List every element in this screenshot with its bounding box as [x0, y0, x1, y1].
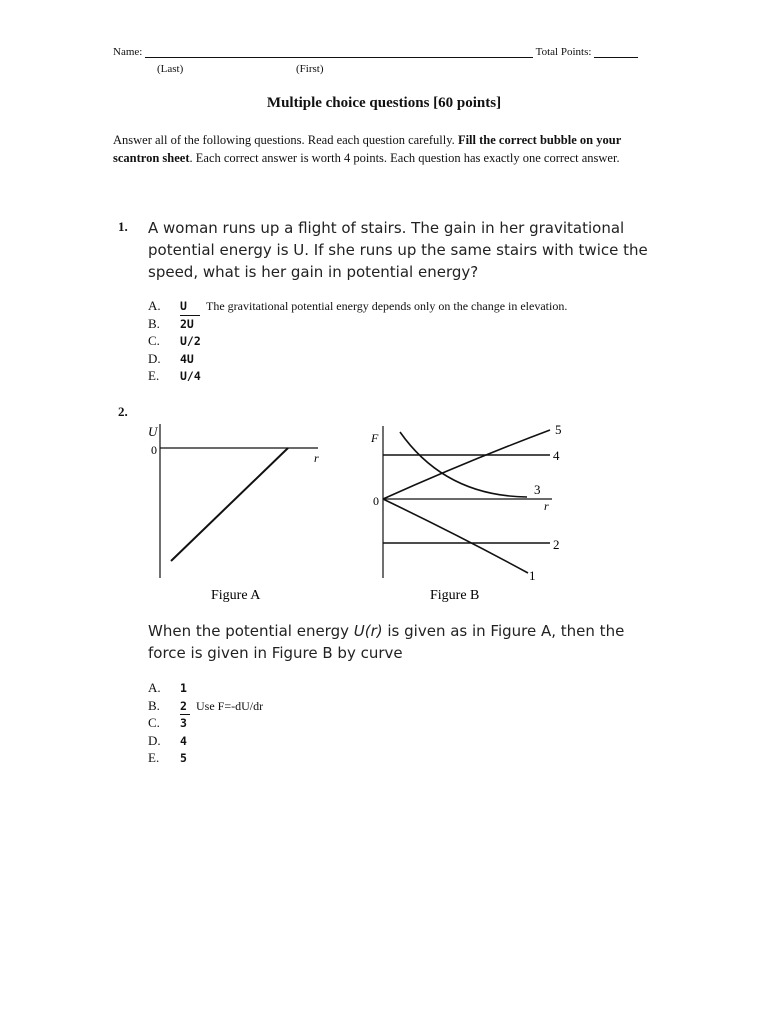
figure-a-caption: Figure A	[211, 588, 261, 603]
option-letter: A.	[148, 680, 161, 695]
option-value: 2	[180, 698, 187, 713]
instructions-bold: Fill the correct bubble on your scantron sheet	[113, 133, 622, 165]
question-2-figures	[140, 418, 580, 613]
option-value: 2U	[180, 316, 194, 331]
name-label: Name:	[113, 46, 143, 58]
option-letter: B.	[148, 315, 160, 331]
answer-overline	[180, 714, 190, 715]
figure-b-curve-5	[383, 430, 550, 499]
figure-b-curve-label-2: 2	[553, 537, 560, 552]
option-value: U	[180, 298, 204, 316]
total-points-field[interactable]	[594, 57, 638, 58]
option-letter: C.	[148, 333, 160, 348]
figure-b-curve-label-4: 4	[553, 448, 560, 463]
figure-a-zero-label: 0	[151, 443, 157, 457]
option-row[interactable]	[148, 315, 567, 333]
figure-b-curve-label-3: 3	[534, 482, 541, 497]
figure-b-y-label: F	[371, 431, 379, 445]
name-field[interactable]	[145, 57, 533, 58]
option-value: U/4	[180, 369, 201, 383]
option-letter: C.	[148, 715, 160, 730]
last-name-caption: (Last)	[157, 63, 184, 75]
option-row[interactable]	[148, 749, 263, 767]
question-1-text: A woman runs up a flight of stairs. The gain in her gravitational potential energy is U. If she runs up the same stairs with twice the speed, what is her gain in potential energy?	[148, 219, 648, 281]
figure-b	[370, 422, 562, 603]
question-2-italic: U(r)	[353, 622, 383, 640]
option-row[interactable]	[148, 297, 567, 315]
option-letter: A.	[148, 298, 161, 313]
question-2-text	[148, 620, 648, 664]
option-note: The gravitational potential energy depends only on the change in elevation.	[206, 299, 568, 313]
instructions-text-2: . Each correct answer is worth 4 points. Each question has exactly one correct answer.	[189, 151, 620, 165]
option-value: 4	[180, 733, 187, 748]
option-row[interactable]	[148, 697, 263, 715]
question-2-text-2: is given as in Figure A, then the force is given in Figure B by curve	[148, 622, 625, 662]
option-value: 4U	[180, 351, 194, 366]
first-name-caption: (First)	[296, 63, 324, 75]
figure-b-zero-label: 0	[373, 494, 379, 508]
option-value: 1	[180, 681, 187, 695]
option-letter: E.	[148, 750, 160, 765]
instructions	[113, 131, 658, 167]
option-letter: B.	[148, 697, 160, 713]
option-value: 3	[180, 715, 190, 733]
figure-a-potential-line	[171, 448, 288, 561]
figure-b-curve-label-5: 5	[555, 422, 562, 437]
total-points-label: Total Points:	[535, 46, 592, 58]
option-letter: D.	[148, 350, 161, 366]
option-letter: E.	[148, 368, 160, 383]
figure-b-curve-1	[383, 499, 528, 573]
option-row[interactable]	[148, 714, 263, 732]
figure-a	[148, 424, 319, 603]
figure-a-y-label: U	[148, 424, 158, 439]
figure-b-caption: Figure B	[430, 588, 480, 603]
instructions-text-1: Answer all of the following questions. Read each question carefully.	[113, 133, 458, 147]
figure-a-x-label: r	[314, 451, 319, 465]
question-2-options	[148, 679, 263, 767]
question-2-number: 2.	[118, 404, 128, 419]
question-1-options	[148, 297, 567, 385]
question-1-number: 1.	[118, 219, 128, 234]
option-row[interactable]	[148, 732, 263, 750]
figure-b-x-label: r	[544, 499, 549, 513]
option-row[interactable]	[148, 367, 567, 385]
option-value: U/2	[180, 334, 201, 348]
option-row[interactable]	[148, 679, 263, 697]
option-row[interactable]	[148, 350, 567, 368]
option-row[interactable]	[148, 332, 567, 350]
page-title: Multiple choice questions [60 points]	[266, 95, 502, 111]
option-letter: D.	[148, 732, 161, 748]
option-note: Use F=-dU/dr	[196, 698, 264, 713]
name-line	[113, 46, 638, 58]
question-2-text-1: When the potential energy	[148, 622, 354, 640]
option-value: 5	[180, 751, 187, 765]
figure-b-curve-label-1: 1	[529, 568, 536, 583]
